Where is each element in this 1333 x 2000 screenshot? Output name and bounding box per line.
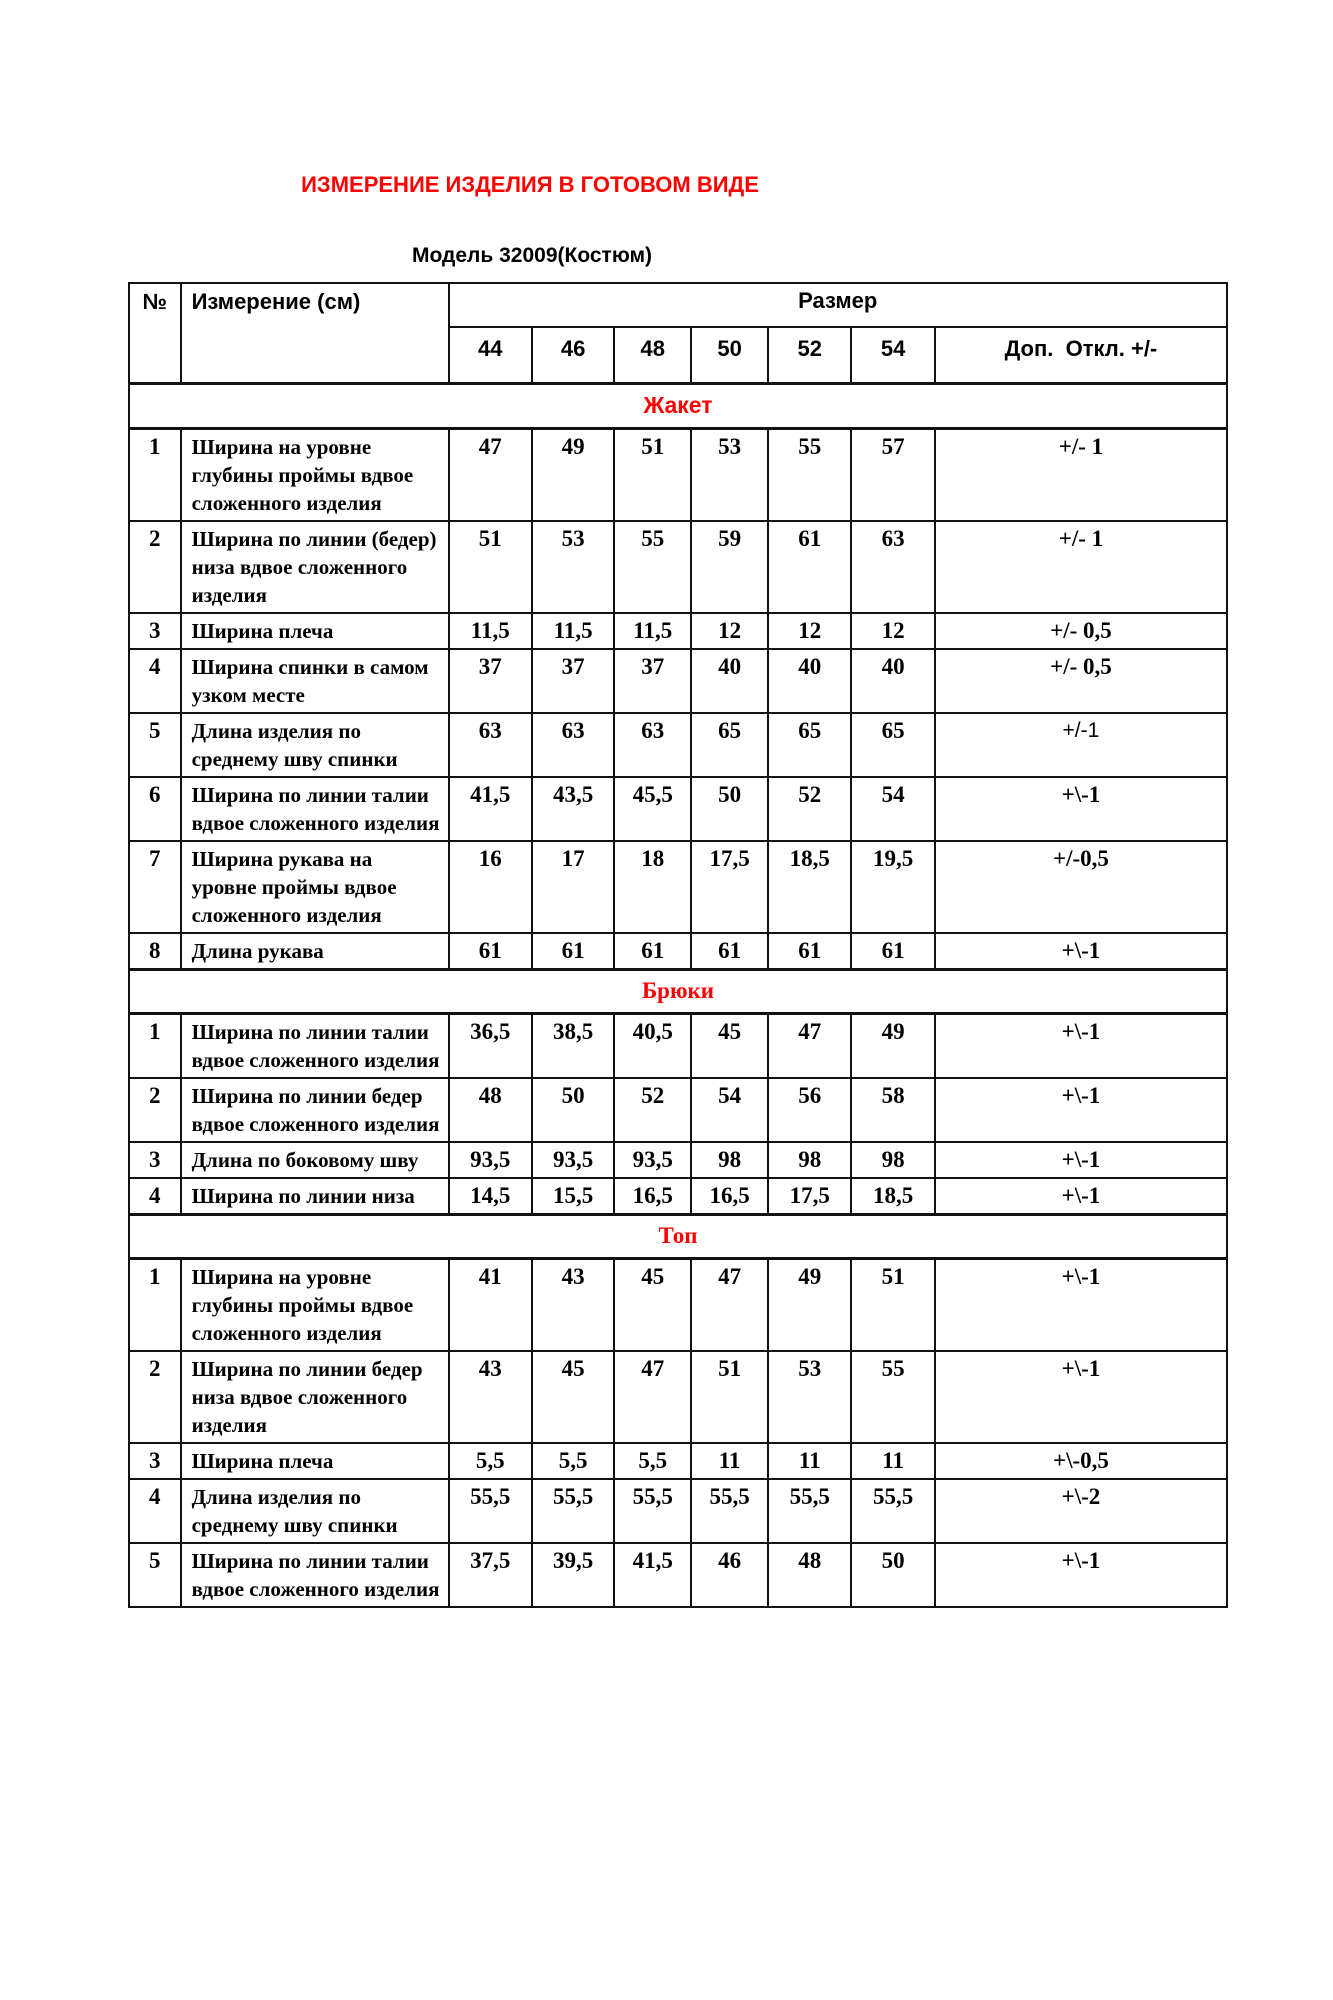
size-value: 37 [532, 649, 614, 713]
row-number: 3 [129, 613, 181, 649]
tolerance-value: +\-1 [935, 777, 1227, 841]
size-value: 55,5 [449, 1479, 532, 1543]
size-value: 38,5 [532, 1014, 614, 1079]
size-value: 48 [449, 1078, 532, 1142]
tolerance-value: +/- 1 [935, 429, 1227, 522]
row-number: 1 [129, 1259, 181, 1352]
header-tolerance: Доп. Откл. +/- [935, 327, 1227, 384]
size-value: 5,5 [449, 1443, 532, 1479]
size-value: 43 [449, 1351, 532, 1443]
size-value: 54 [691, 1078, 768, 1142]
size-value: 19,5 [851, 841, 934, 933]
size-value: 5,5 [614, 1443, 691, 1479]
tolerance-value: +\-2 [935, 1479, 1227, 1543]
size-value: 51 [691, 1351, 768, 1443]
size-value: 50 [691, 777, 768, 841]
tolerance-value: +/- 0,5 [935, 613, 1227, 649]
size-value: 65 [768, 713, 851, 777]
size-value: 37 [449, 649, 532, 713]
measurement-label: Ширина на уровне глубины проймы вдвое сложенного изделия [181, 1259, 449, 1352]
row-number: 2 [129, 521, 181, 613]
size-value: 11,5 [614, 613, 691, 649]
size-value: 56 [768, 1078, 851, 1142]
size-value: 40 [851, 649, 934, 713]
size-value: 46 [691, 1543, 768, 1607]
size-value: 18,5 [768, 841, 851, 933]
size-value: 37,5 [449, 1543, 532, 1607]
size-value: 45,5 [614, 777, 691, 841]
size-value: 61 [449, 933, 532, 970]
size-value: 16,5 [691, 1178, 768, 1215]
header-size-col: 46 [532, 327, 614, 384]
section-row [129, 384, 1227, 429]
size-value: 61 [532, 933, 614, 970]
size-value: 39,5 [532, 1543, 614, 1607]
row-number: 7 [129, 841, 181, 933]
measurement-label: Ширина плеча [181, 1443, 449, 1479]
section-row [129, 970, 1227, 1014]
tolerance-value: +\-1 [935, 1351, 1227, 1443]
measurement-label: Ширина по линии талии вдвое сложенного изделия [181, 777, 449, 841]
size-value: 65 [691, 713, 768, 777]
size-value: 5,5 [532, 1443, 614, 1479]
size-value: 16 [449, 841, 532, 933]
measurements-table [128, 282, 1228, 1608]
row-number: 4 [129, 1178, 181, 1215]
table-row [129, 1351, 1227, 1443]
row-number: 3 [129, 1443, 181, 1479]
size-value: 43 [532, 1259, 614, 1352]
table-row [129, 429, 1227, 522]
size-value: 17 [532, 841, 614, 933]
measurement-label: Длина по боковому шву [181, 1142, 449, 1178]
size-value: 11 [691, 1443, 768, 1479]
size-value: 65 [851, 713, 934, 777]
row-number: 2 [129, 1351, 181, 1443]
header-size-col: 50 [691, 327, 768, 384]
document-title: ИЗМЕРЕНИЕ ИЗДЕЛИЯ В ГОТОВОМ ВИДЕ [301, 172, 759, 197]
table-row [129, 1142, 1227, 1178]
row-number: 2 [129, 1078, 181, 1142]
tolerance-value: +\-1 [935, 933, 1227, 970]
header-size-col: 52 [768, 327, 851, 384]
size-value: 47 [614, 1351, 691, 1443]
table-row [129, 1178, 1227, 1215]
tolerance-value: +\-1 [935, 1178, 1227, 1215]
header-number: № [129, 283, 181, 384]
size-value: 55,5 [851, 1479, 934, 1543]
size-value: 48 [768, 1543, 851, 1607]
table-row [129, 1259, 1227, 1352]
size-value: 11,5 [449, 613, 532, 649]
size-value: 12 [768, 613, 851, 649]
size-value: 53 [532, 521, 614, 613]
size-value: 47 [691, 1259, 768, 1352]
size-value: 53 [691, 429, 768, 522]
table-body [129, 384, 1227, 1608]
size-value: 63 [851, 521, 934, 613]
section-header: Топ [129, 1215, 1227, 1259]
row-number: 5 [129, 713, 181, 777]
size-value: 52 [768, 777, 851, 841]
size-value: 98 [768, 1142, 851, 1178]
tolerance-value: +\-1 [935, 1078, 1227, 1142]
size-value: 15,5 [532, 1178, 614, 1215]
size-value: 49 [851, 1014, 934, 1079]
size-value: 18 [614, 841, 691, 933]
table-row [129, 1543, 1227, 1607]
size-value: 40 [768, 649, 851, 713]
size-value: 55 [768, 429, 851, 522]
table-row [129, 841, 1227, 933]
size-value: 63 [449, 713, 532, 777]
row-number: 8 [129, 933, 181, 970]
size-value: 55,5 [532, 1479, 614, 1543]
tolerance-value: +\-1 [935, 1142, 1227, 1178]
size-value: 61 [691, 933, 768, 970]
measurement-label: Длина изделия по среднему шву спинки [181, 713, 449, 777]
size-value: 47 [449, 429, 532, 522]
header-size-group: Размер [449, 283, 1228, 327]
measurement-label: Ширина плеча [181, 613, 449, 649]
table-row [129, 649, 1227, 713]
size-value: 61 [851, 933, 934, 970]
section-header: Брюки [129, 970, 1227, 1014]
size-value: 55,5 [614, 1479, 691, 1543]
row-number: 4 [129, 649, 181, 713]
size-value: 12 [851, 613, 934, 649]
header-size-col: 54 [851, 327, 934, 384]
table-row [129, 713, 1227, 777]
size-value: 58 [851, 1078, 934, 1142]
measurement-label: Ширина по линии низа [181, 1178, 449, 1215]
table-row [129, 521, 1227, 613]
measurement-label: Ширина рукава на уровне проймы вдвое сложенного изделия [181, 841, 449, 933]
size-value: 55 [614, 521, 691, 613]
size-value: 11,5 [532, 613, 614, 649]
table-row [129, 933, 1227, 970]
size-value: 61 [768, 933, 851, 970]
size-value: 54 [851, 777, 934, 841]
size-value: 50 [851, 1543, 934, 1607]
table-row [129, 613, 1227, 649]
size-value: 59 [691, 521, 768, 613]
size-value: 40,5 [614, 1014, 691, 1079]
size-value: 37 [614, 649, 691, 713]
size-value: 57 [851, 429, 934, 522]
size-value: 49 [532, 429, 614, 522]
row-number: 1 [129, 429, 181, 522]
measurement-label: Ширина на уровне глубины проймы вдвое сложенного изделия [181, 429, 449, 522]
row-number: 6 [129, 777, 181, 841]
row-number: 1 [129, 1014, 181, 1079]
tolerance-value: +\-1 [935, 1014, 1227, 1079]
measurement-label: Ширина по линии бедер низа вдвое сложенного изделия [181, 1351, 449, 1443]
size-value: 55,5 [691, 1479, 768, 1543]
size-value: 55,5 [768, 1479, 851, 1543]
measurement-label: Ширина по линии талии вдвое сложенного изделия [181, 1543, 449, 1607]
tolerance-value: +\-1 [935, 1259, 1227, 1352]
header-size-col: 44 [449, 327, 532, 384]
size-value: 51 [851, 1259, 934, 1352]
measurement-label: Ширина спинки в самом узком месте [181, 649, 449, 713]
size-value: 55 [851, 1351, 934, 1443]
row-number: 4 [129, 1479, 181, 1543]
size-value: 51 [614, 429, 691, 522]
header-size-col: 48 [614, 327, 691, 384]
size-value: 50 [532, 1078, 614, 1142]
tolerance-value: +/- 0,5 [935, 649, 1227, 713]
size-value: 17,5 [768, 1178, 851, 1215]
size-value: 61 [614, 933, 691, 970]
size-value: 43,5 [532, 777, 614, 841]
size-value: 16,5 [614, 1178, 691, 1215]
measurement-label: Длина рукава [181, 933, 449, 970]
section-row [129, 1215, 1227, 1259]
table-row [129, 777, 1227, 841]
size-value: 93,5 [614, 1142, 691, 1178]
size-value: 52 [614, 1078, 691, 1142]
model-subtitle: Модель 32009(Костюм) [411, 244, 653, 267]
tolerance-value: +/-0,5 [935, 841, 1227, 933]
tolerance-value: +/- 1 [935, 521, 1227, 613]
size-value: 36,5 [449, 1014, 532, 1079]
size-value: 12 [691, 613, 768, 649]
size-value: 63 [614, 713, 691, 777]
table-row [129, 1014, 1227, 1079]
size-value: 63 [532, 713, 614, 777]
tolerance-value: +\-1 [935, 1543, 1227, 1607]
size-value: 40 [691, 649, 768, 713]
size-value: 41,5 [614, 1543, 691, 1607]
header-measurement: Измерение (см) [181, 283, 449, 384]
tolerance-value: +/-1 [935, 713, 1227, 777]
measurement-label: Ширина по линии талии вдвое сложенного изделия [181, 1014, 449, 1079]
size-value: 41,5 [449, 777, 532, 841]
tolerance-value: +\-0,5 [935, 1443, 1227, 1479]
size-value: 17,5 [691, 841, 768, 933]
measurement-label: Ширина по линии бедер вдвое сложенного изделия [181, 1078, 449, 1142]
size-value: 14,5 [449, 1178, 532, 1215]
size-value: 93,5 [449, 1142, 532, 1178]
size-value: 41 [449, 1259, 532, 1352]
size-value: 61 [768, 521, 851, 613]
row-number: 3 [129, 1142, 181, 1178]
measurement-label: Длина изделия по среднему шву спинки [181, 1479, 449, 1543]
size-value: 45 [691, 1014, 768, 1079]
measurement-label: Ширина по линии (бедер) низа вдвое сложенного изделия [181, 521, 449, 613]
size-value: 98 [691, 1142, 768, 1178]
size-value: 47 [768, 1014, 851, 1079]
section-header: Жакет [129, 384, 1227, 429]
table-row [129, 1443, 1227, 1479]
size-value: 45 [532, 1351, 614, 1443]
size-value: 98 [851, 1142, 934, 1178]
table-row [129, 1479, 1227, 1543]
size-value: 53 [768, 1351, 851, 1443]
table-row [129, 1078, 1227, 1142]
size-value: 93,5 [532, 1142, 614, 1178]
header-row-1 [129, 283, 1227, 327]
size-value: 45 [614, 1259, 691, 1352]
size-value: 51 [449, 521, 532, 613]
size-value: 11 [851, 1443, 934, 1479]
size-value: 49 [768, 1259, 851, 1352]
size-value: 18,5 [851, 1178, 934, 1215]
row-number: 5 [129, 1543, 181, 1607]
size-value: 11 [768, 1443, 851, 1479]
